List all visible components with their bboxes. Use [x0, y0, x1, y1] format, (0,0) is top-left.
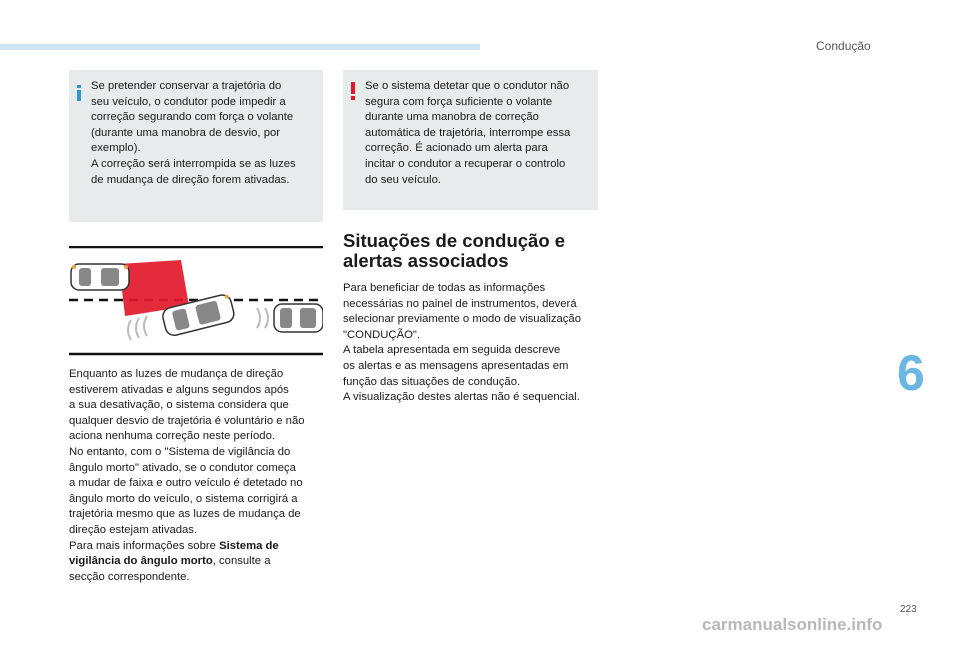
paragraph-line: trajetória mesmo que as luzes de mudança de	[69, 508, 301, 521]
paragraph-line: a mudar de faixa e outro veículo é detetado no	[69, 477, 303, 490]
paragraph-line: Para beneficiar de todas as informações	[343, 282, 546, 294]
note-line: (durante uma manobra de desvio, por	[91, 126, 281, 139]
note-line: exemplo).	[91, 142, 141, 155]
section-heading	[343, 231, 565, 271]
section-title: Condução	[816, 39, 871, 53]
paragraph-line: Enquanto as luzes de mudança de direção	[69, 368, 284, 380]
heading-line: Situações de condução e	[343, 230, 566, 251]
paragraph-line: função das situações de condução.	[343, 375, 521, 388]
paragraph-line: selecionar previamente o modo de visualização	[343, 313, 581, 326]
note-line: durante uma manobra de correção	[365, 111, 539, 124]
note-line: correção segurando com força o volante	[91, 111, 294, 124]
warning-note	[343, 70, 598, 210]
other-car	[274, 304, 323, 332]
reference-line	[69, 554, 305, 570]
paragraph-line: estiverem ativadas e alguns segundos após	[69, 383, 289, 396]
reference-link: vigilância do ângulo morto	[69, 555, 213, 568]
paragraph-line: ângulo morto do veículo, o sistema corrigirá a	[69, 492, 298, 505]
note-line: incitar o condutor a recuperar o controlo	[365, 157, 566, 170]
heading-line: alertas associados	[343, 250, 509, 271]
info-note	[69, 70, 323, 222]
page-number: 223	[900, 604, 917, 615]
lane-illustration	[69, 246, 323, 356]
paragraph-line: A tabela apresentada em seguida descreve	[343, 344, 561, 357]
paragraph-line: a sua desativação, o sistema considera que	[69, 399, 289, 412]
note-line: seu veículo, o condutor pode impedir a	[91, 95, 286, 108]
paragraph-line: "CONDUÇÃO".	[343, 328, 421, 341]
info-icon	[77, 85, 81, 99]
note-line: correção. É acionado um alerta para	[365, 142, 548, 155]
paragraph-line: aciona nenhuma correção neste período.	[69, 430, 275, 443]
watermark: carmanualsonline.info	[702, 615, 883, 634]
paragraph-line: No entanto, com o "Sistema de vigilância do	[69, 445, 291, 458]
paragraph-line: ângulo morto" ativado, se o condutor começa	[69, 461, 296, 474]
header-bar	[0, 44, 480, 50]
reference-line	[69, 539, 305, 555]
paragraph-line: necessárias no painel de instrumentos, deverá	[343, 297, 577, 310]
note-line: A correção será interrompida se as luzes	[91, 157, 296, 170]
reference-prefix: Para mais informações sobre	[69, 539, 220, 552]
paragraph-line: A visualização destes alertas não é sequencial.	[343, 391, 580, 404]
paragraph-line: qualquer desvio de trajetória é voluntário e não	[69, 414, 305, 427]
reference-link: Sistema de	[219, 539, 279, 552]
note-line: de mudança de direção forem ativadas.	[91, 173, 290, 186]
body-paragraph-right	[343, 281, 581, 406]
note-line: Se pretender conservar a trajetória do	[91, 80, 282, 92]
detected-car	[71, 264, 129, 290]
warning-icon	[351, 82, 355, 100]
reference-suffix: , consulte a	[212, 555, 271, 568]
body-paragraph-left	[69, 367, 305, 585]
paragraph-line: secção correspondente.	[69, 570, 190, 583]
chapter-number: 6	[897, 345, 925, 401]
note-line: do seu veículo.	[365, 173, 441, 186]
lane-diagram	[69, 246, 323, 356]
note-line: Se o sistema detetar que o condutor não	[365, 80, 570, 92]
paragraph-line: os alertas e as mensagens apresentadas em	[343, 359, 569, 372]
note-line: segura com força suficiente o volante	[365, 95, 553, 108]
note-line: automática de trajetória, interrompe essa	[365, 126, 571, 139]
paragraph-line: direção estejam ativadas.	[69, 523, 198, 536]
